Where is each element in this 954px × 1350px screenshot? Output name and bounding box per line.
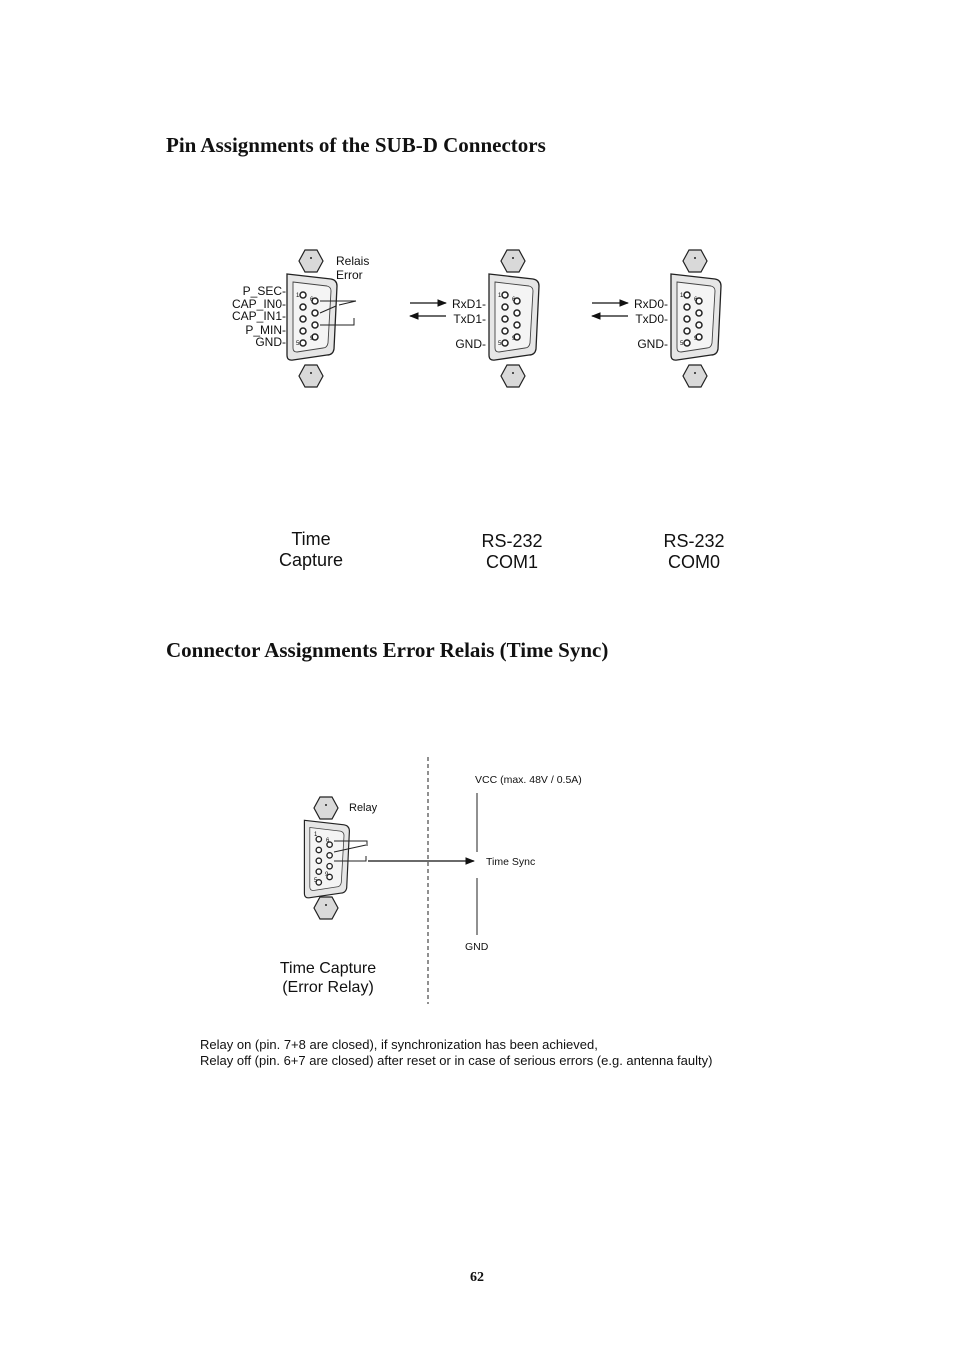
relay-label: Relay bbox=[349, 802, 378, 814]
pin-label-rxd1: RxD1- bbox=[451, 297, 486, 311]
com0-connector bbox=[592, 250, 721, 387]
screw-icon bbox=[683, 365, 707, 387]
pin-number: 9 bbox=[310, 336, 314, 342]
pin-number: 1 bbox=[680, 293, 684, 299]
pin-label-gnd: GND- bbox=[637, 337, 668, 351]
pin-number: 5 bbox=[296, 341, 300, 347]
caption-com1 bbox=[462, 531, 562, 573]
screw-icon bbox=[299, 250, 323, 272]
caption-com0 bbox=[644, 531, 744, 573]
pin-number: 1 bbox=[296, 293, 300, 299]
pin-number: 5 bbox=[314, 878, 318, 884]
pin-label-txd0: TxD0- bbox=[635, 312, 668, 326]
pin-number: 5 bbox=[498, 341, 502, 347]
dsub-connector-icon bbox=[287, 274, 337, 360]
time-sync-label: Time Sync bbox=[486, 856, 536, 868]
pin-number: 1 bbox=[314, 832, 318, 838]
com1-connector bbox=[410, 250, 539, 387]
gnd-label: GND bbox=[465, 941, 489, 953]
relais-label: Relais bbox=[336, 254, 370, 268]
dsub-connector-icon bbox=[489, 274, 539, 360]
page-number: 62 bbox=[470, 1270, 484, 1285]
caption-line: Time Capture bbox=[279, 960, 377, 977]
pin-number: 6 bbox=[326, 838, 330, 844]
screw-icon bbox=[314, 897, 338, 919]
pin-label-txd1: TxD1- bbox=[453, 312, 486, 326]
screw-icon bbox=[501, 365, 525, 387]
pin-label: GND- bbox=[255, 335, 286, 349]
pin-label: P_SEC- bbox=[242, 284, 286, 298]
screw-icon bbox=[299, 365, 323, 387]
pin-number: 6 bbox=[694, 297, 698, 303]
pin-number: 6 bbox=[512, 297, 516, 303]
time-capture-connector bbox=[232, 250, 369, 387]
caption-time-capture-error-relay bbox=[258, 959, 398, 997]
pin-label: CAP_IN1- bbox=[231, 309, 286, 323]
pin-number: 1 bbox=[498, 293, 502, 299]
section-heading-connector-assignments: Connector Assignments Error Relais (Time Sync) bbox=[166, 638, 609, 662]
vcc-label: VCC (max. 48V / 0.5A) bbox=[475, 774, 582, 786]
pin-number: 6 bbox=[310, 297, 314, 303]
relay-note-on: Relay on (pin. 7+8 are closed), if synchronization has been achieved, bbox=[200, 1037, 598, 1052]
screw-icon bbox=[314, 797, 338, 819]
pin-number: 9 bbox=[694, 336, 698, 342]
dsub-connector-icon bbox=[304, 820, 349, 898]
caption-line: COM0 bbox=[667, 552, 720, 572]
pin-number: 5 bbox=[680, 341, 684, 347]
caption-line: Capture bbox=[278, 550, 344, 570]
caption-line: COM1 bbox=[485, 552, 538, 572]
caption-line: RS-232 bbox=[481, 531, 543, 551]
caption-line: Time bbox=[291, 529, 331, 549]
pin-number: 9 bbox=[325, 872, 329, 878]
relay-note-off: Relay off (pin. 6+7 are closed) after reset or in case of serious errors (e.g. antenna faulty) bbox=[200, 1053, 713, 1068]
screw-icon bbox=[683, 250, 707, 272]
pin-number: 9 bbox=[512, 336, 516, 342]
pin-label-gnd: GND- bbox=[455, 337, 486, 351]
section-heading-pin-assignments: Pin Assignments of the SUB-D Connectors bbox=[166, 133, 546, 157]
pin-label-rxd0: RxD0- bbox=[633, 297, 668, 311]
caption-line: (Error Relay) bbox=[282, 979, 374, 996]
pin-label: P_MIN- bbox=[245, 323, 286, 337]
caption-line: RS-232 bbox=[663, 531, 725, 551]
dsub-connector-icon bbox=[671, 274, 721, 360]
caption-time-capture bbox=[261, 529, 361, 571]
pin-label: CAP_IN0- bbox=[231, 297, 286, 311]
screw-icon bbox=[501, 250, 525, 272]
error-label: Error bbox=[336, 268, 363, 282]
